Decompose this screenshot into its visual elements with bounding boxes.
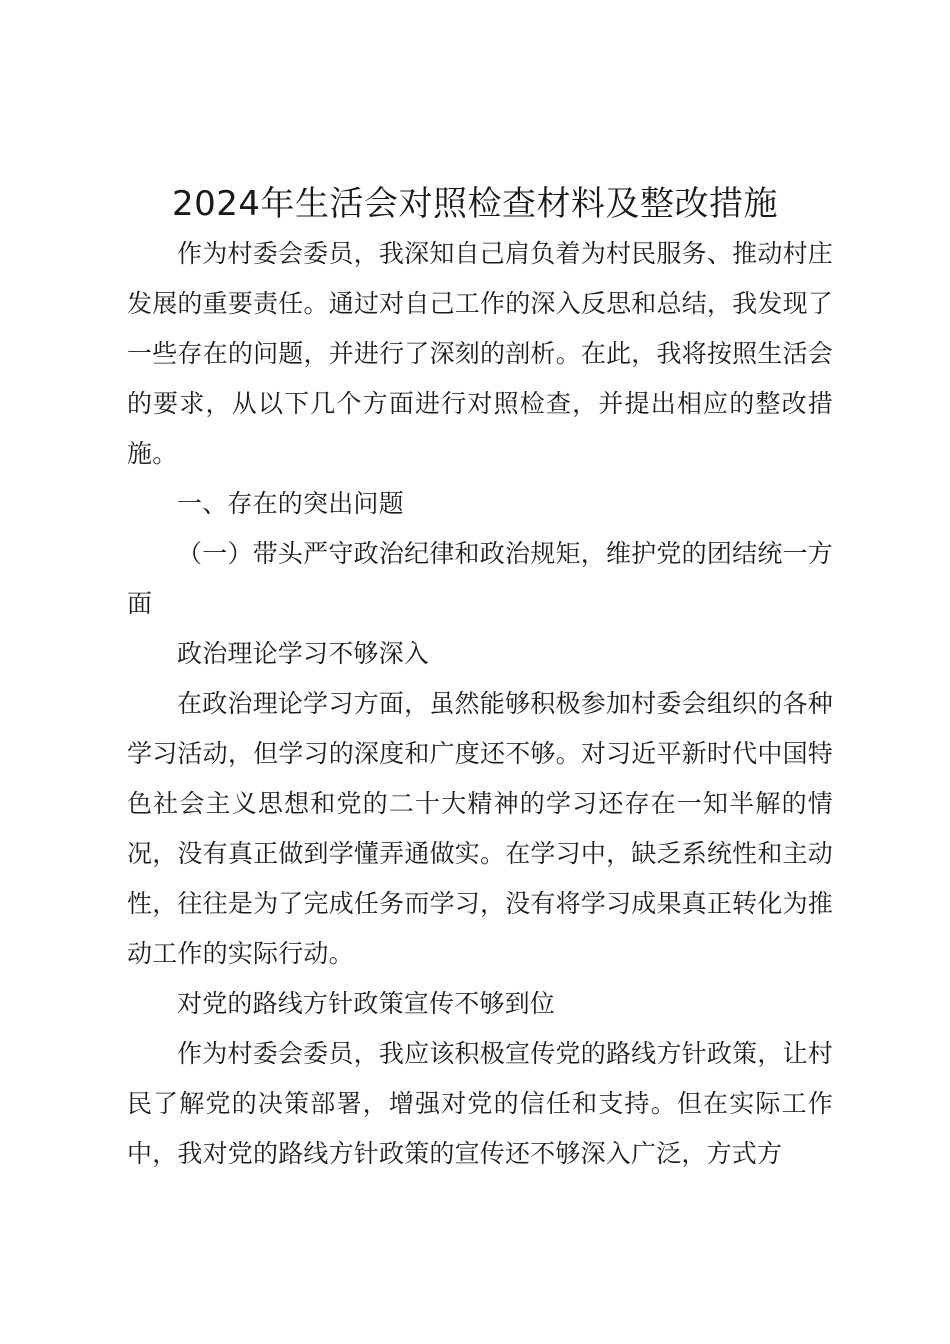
issue-paragraph: 在政治理论学习方面，虽然能够积极参加村委会组织的各种学习活动，但学习的深度和广度还不够。对习近平新时代中国特色社会主义思想和党的二十大精神的学习还存在一知半解的情况，没有真正做到学懂弄通做实。在学习中，缺乏系统性和主动性，往往是为了完成任务而学习，没有将学习成果真正转化为推动工作的实际行动。 bbox=[127, 689, 833, 968]
document-body bbox=[127, 229, 833, 1179]
intro-paragraph: 作为村委会委员，我深知自己肩负着为村民服务、推动村庄发展的重要责任。通过对自己工作的深入反思和总结，我发现了一些存在的问题，并进行了深刻的剖析。在此，我将按照生活会的要求，从以下几个方面进行对照检查，并提出相应的整改措施。 bbox=[127, 239, 833, 468]
subsection-heading: （一）带头严守政治纪律和政治规矩，维护党的团结统一方面 bbox=[127, 539, 833, 618]
issue-paragraph: 作为村委会委员，我应该积极宣传党的路线方针政策，让村民了解党的决策部署，增强对党的信任和支持。但在实际工作中，我对党的路线方针政策的宣传还不够深入广泛，方式方 bbox=[127, 1039, 833, 1168]
document-title: 2024年生活会对照检查材料及整改措施 bbox=[171, 184, 779, 224]
issue-heading: 政治理论学习不够深入 bbox=[177, 639, 430, 668]
issue-heading: 对党的路线方针政策宣传不够到位 bbox=[177, 989, 556, 1018]
section-heading: 一、存在的突出问题 bbox=[177, 489, 404, 518]
